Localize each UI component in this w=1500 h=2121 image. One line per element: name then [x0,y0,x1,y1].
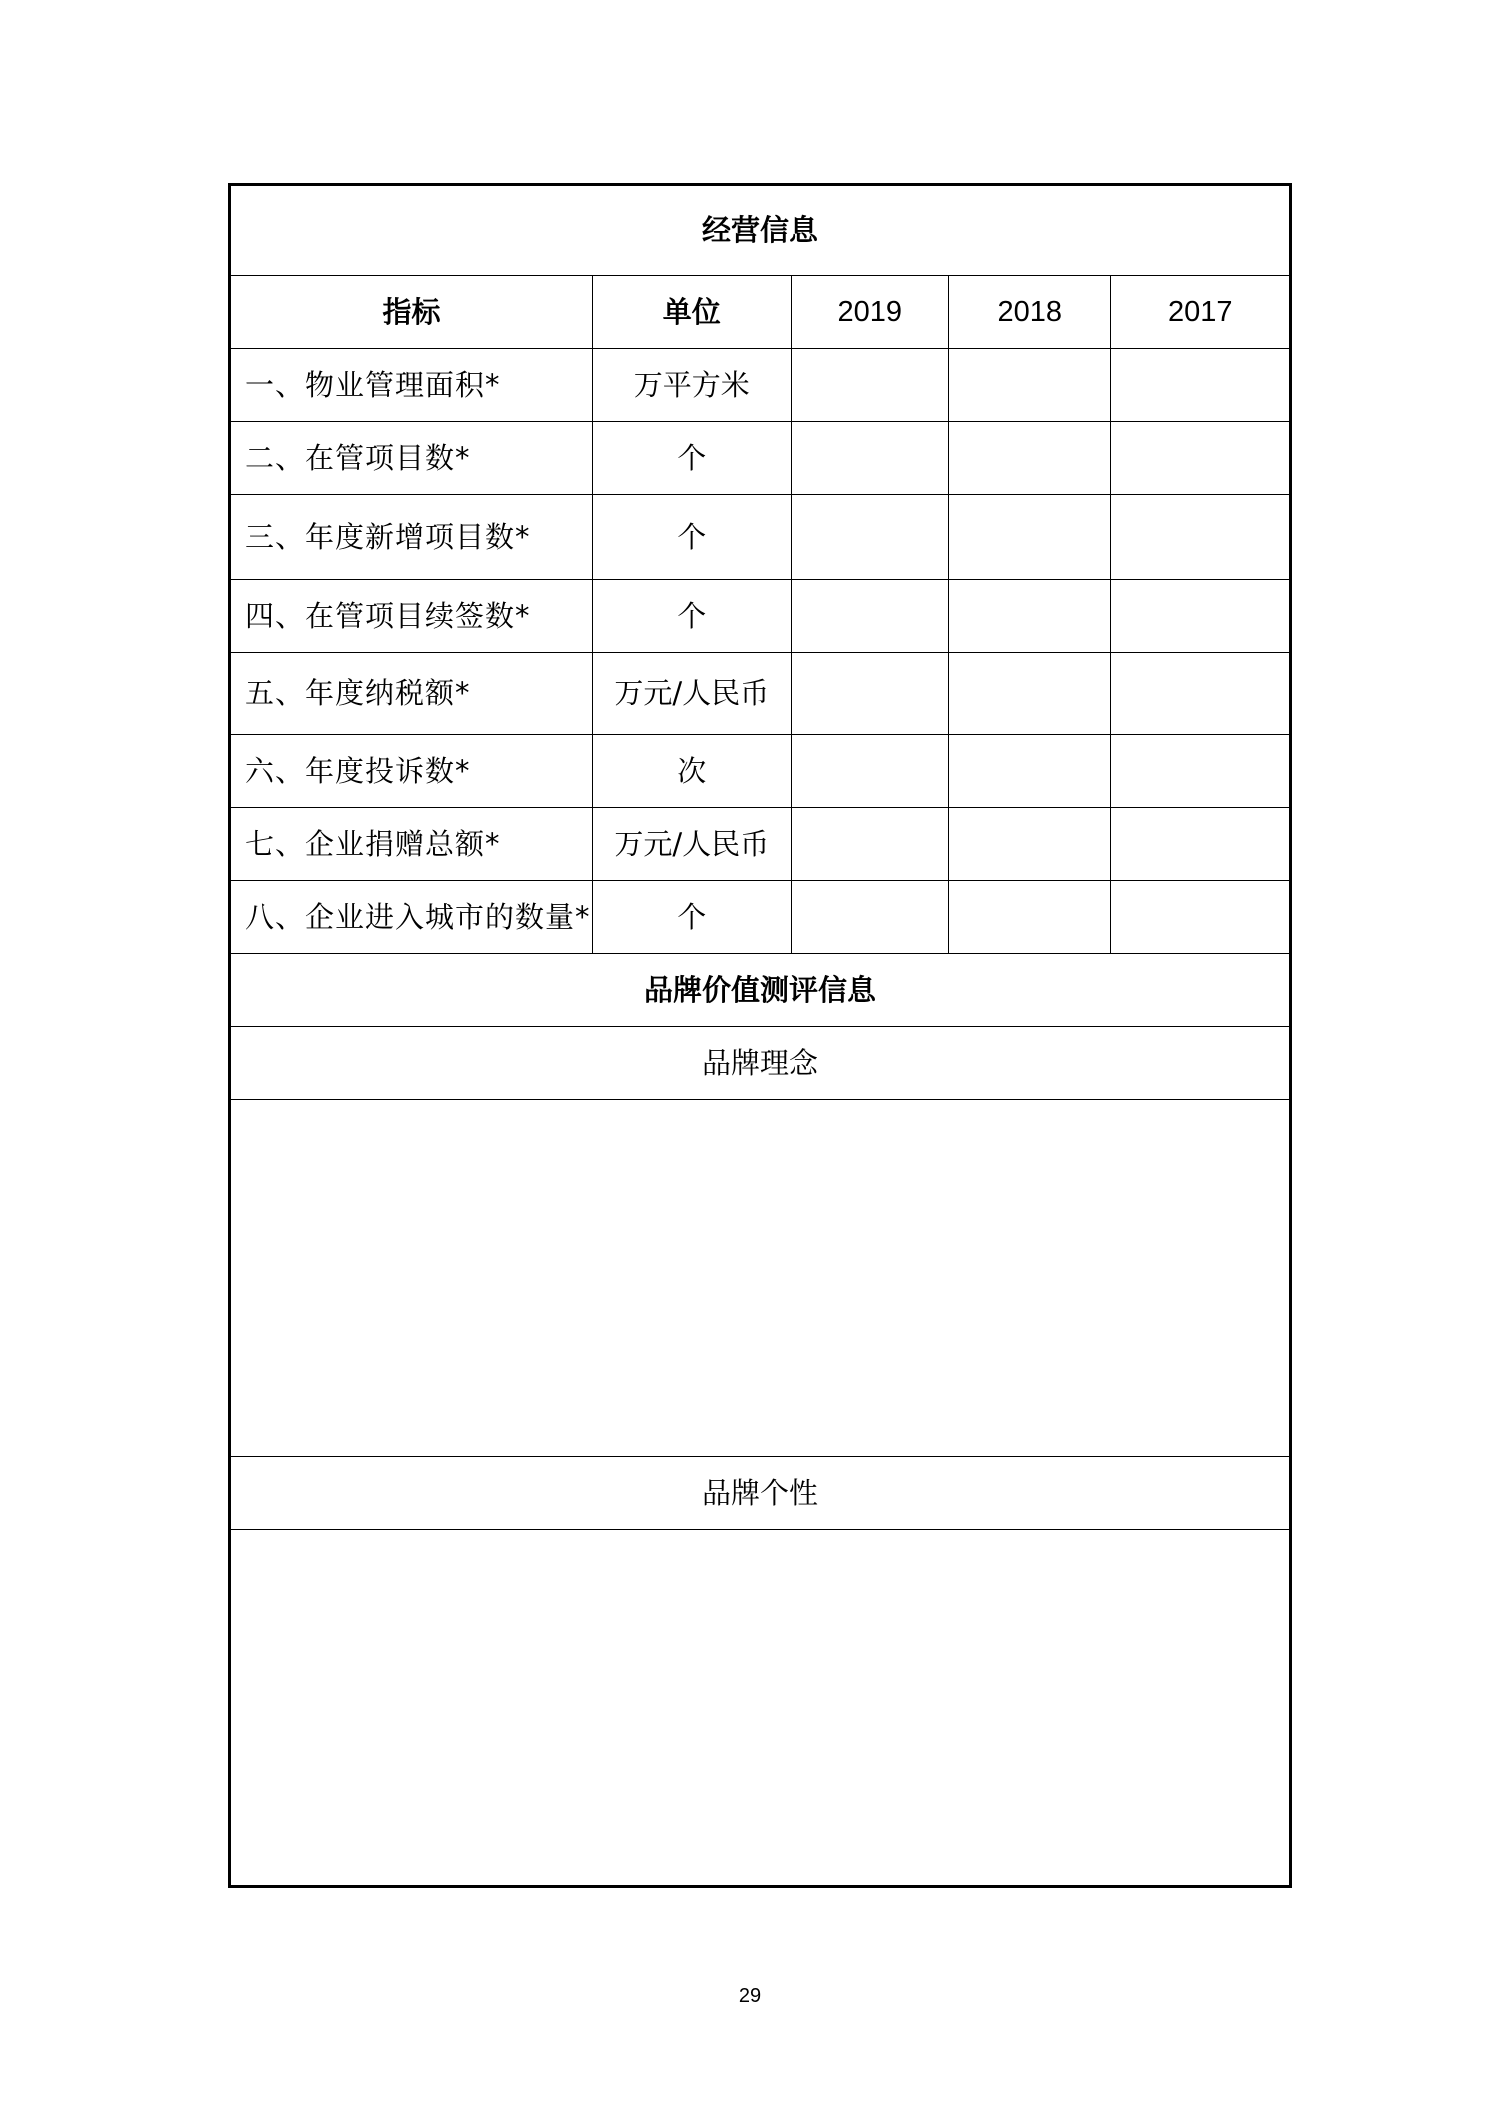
indicator-label: 四、在管项目续签数* [230,580,593,653]
unit-label: 个 [593,580,792,653]
year-header-2017: 2017 [1111,276,1291,349]
year-header-2019: 2019 [791,276,948,349]
indicator-label: 三、年度新增项目数* [230,495,593,580]
table-row [230,808,1291,881]
brand-personality-field[interactable] [230,1530,1291,1887]
business-info-form [228,183,1292,1888]
indicator-label: 八、企业进入城市的数量* [230,881,593,954]
indicator-header: 指标 [230,276,593,349]
value-cell-2017[interactable] [1111,808,1291,881]
value-cell-2019[interactable] [791,495,948,580]
table-row [230,735,1291,808]
indicator-label: 五、年度纳税额* [230,653,593,735]
value-cell-2019[interactable] [791,422,948,495]
value-cell-2018[interactable] [949,735,1111,808]
unit-label: 次 [593,735,792,808]
value-cell-2019[interactable] [791,881,948,954]
value-cell-2018[interactable] [949,422,1111,495]
unit-label: 个 [593,422,792,495]
value-cell-2018[interactable] [949,653,1111,735]
value-cell-2018[interactable] [949,580,1111,653]
value-cell-2018[interactable] [949,881,1111,954]
value-cell-2019[interactable] [791,349,948,422]
year-header-2018: 2018 [949,276,1111,349]
unit-label: 万元/人民币 [593,808,792,881]
brand-personality-label: 品牌个性 [230,1457,1291,1530]
value-cell-2019[interactable] [791,735,948,808]
value-cell-2018[interactable] [949,349,1111,422]
value-cell-2017[interactable] [1111,881,1291,954]
value-cell-2017[interactable] [1111,495,1291,580]
value-cell-2017[interactable] [1111,580,1291,653]
unit-label: 个 [593,881,792,954]
table-row [230,653,1291,735]
unit-label: 个 [593,495,792,580]
unit-label: 万元/人民币 [593,653,792,735]
value-cell-2018[interactable] [949,495,1111,580]
brand-philosophy-label: 品牌理念 [230,1027,1291,1100]
indicator-label: 七、企业捐赠总额* [230,808,593,881]
indicator-label: 二、在管项目数* [230,422,593,495]
table-row [230,349,1291,422]
unit-label: 万平方米 [593,349,792,422]
value-cell-2019[interactable] [791,580,948,653]
table-row [230,495,1291,580]
indicator-label: 一、物业管理面积* [230,349,593,422]
value-cell-2018[interactable] [949,808,1111,881]
value-cell-2019[interactable] [791,808,948,881]
business-info-title: 经营信息 [230,185,1291,276]
unit-header: 单位 [593,276,792,349]
page-number: 29 [738,1985,762,2007]
value-cell-2017[interactable] [1111,653,1291,735]
table-row [230,881,1291,954]
value-cell-2019[interactable] [791,653,948,735]
table-row [230,580,1291,653]
value-cell-2017[interactable] [1111,422,1291,495]
value-cell-2017[interactable] [1111,735,1291,808]
brand-value-title: 品牌价值测评信息 [230,954,1291,1027]
indicator-label: 六、年度投诉数* [230,735,593,808]
value-cell-2017[interactable] [1111,349,1291,422]
brand-philosophy-field[interactable] [230,1100,1291,1457]
table-row [230,422,1291,495]
